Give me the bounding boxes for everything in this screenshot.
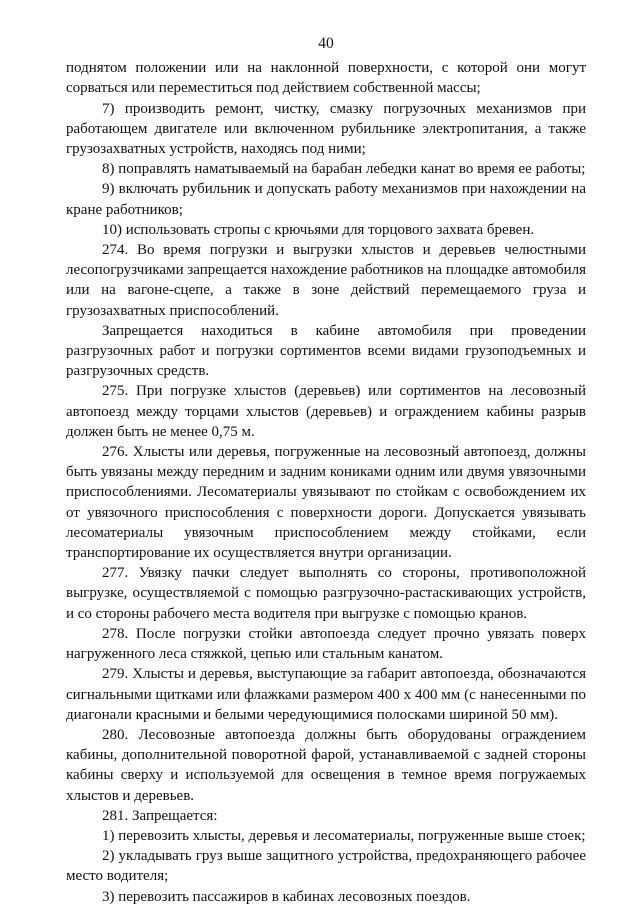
page-number: 40 [318, 35, 334, 52]
document-body [66, 58, 586, 907]
paragraph: 9) включать рубильник и допускать работу механизмов при нахождении на кране работников; [66, 181, 586, 218]
paragraph: 8) поправлять наматываемый на барабан лебедки канат во время ее работы; [102, 161, 586, 178]
paragraph: 281. Запрещается: [102, 807, 218, 824]
paragraph: 1) перевозить хлысты, деревья и лесоматериалы, погруженные выше стоек; [102, 827, 586, 844]
paragraph: 7) производить ремонт, чистку, смазку погрузочных механизмов при работающем двигателе или включенном рубильнике электропитания, а также грузозахватных устройств, находясь под ними; [66, 100, 586, 158]
paragraph: 2) укладывать груз выше защитного устройства, предохраняющего рабочее место водителя; [66, 848, 586, 885]
paragraph: Запрещается находиться в кабине автомобиля при проведении разгрузочных работ и погрузки сортиментов всеми видами грузоподъемных и разгрузочных средств. [66, 322, 586, 380]
paragraph: 280. Лесовозные автопоезда должны быть оборудованы ограждением кабины, дополнительной поворотной фарой, устанавливаемой с задней стороны кабины сверху и используемой для освещения в темное время погружаемых хлыстов и деревьев. [66, 726, 586, 804]
paragraph: 10) использовать стропы с крючьями для торцового захвата бревен. [102, 221, 535, 238]
document-page [66, 34, 586, 907]
paragraph: 279. Хлысты и деревья, выступающие за габарит автопоезда, обозначаются сигнальными щитками или флажками размером 400 х 400 мм (с нанесенными по диагонали красными и белыми чередующимися полосками шириной 50 мм). [66, 666, 586, 723]
paragraph: 277. Увязку пачки следует выполнять со стороны, противоположной выгрузке, осуществляемой с помощью разгрузочно-растаскивающих устройств, и со стороны рабочего места водителя при выгрузке с помощью кранов. [66, 565, 586, 622]
paragraph: поднятом положении или на наклонной поверхности, с которой они могут сорваться или переместиться под действием собственной массы; [66, 60, 586, 97]
paragraph: 276. Хлысты или деревья, погруженные на лесовозный автопоезд, должны быть увязаны между передним и задним кониками одним или двумя увязочными приспособлениями. Лесоматериалы увязывают по стойкам с освобождением их от увязочного приспособления с поверхности дороги. Допускается увязывать лесоматериалы увязочным приспособлением между стойками, если транспортирование их осуществляется внутри организации. [66, 444, 586, 562]
paragraph: 274. Во время погрузки и выгрузки хлыстов и деревьев челюстными лесопогрузчиками запрещается нахождение работников на площадке автомобиля или на вагоне-сцепе, а также в зоне действий перемещаемого груза и грузозахватных приспособлений. [66, 242, 586, 319]
paragraph: 278. После погрузки стойки автопоезда следует прочно увязать поверх нагруженного леса стяжкой, цепью или стальным канатом. [66, 625, 586, 663]
paragraph: 3) перевозить пассажиров в кабинах лесовозных поездов. [102, 888, 471, 905]
paragraph: 275. При погрузке хлыстов (деревьев) или сортиментов на лесовозный автопоезд между торцами хлыстов (деревьев) и ограждением кабины разрыв должен быть не менее 0,75 м. [66, 383, 586, 440]
